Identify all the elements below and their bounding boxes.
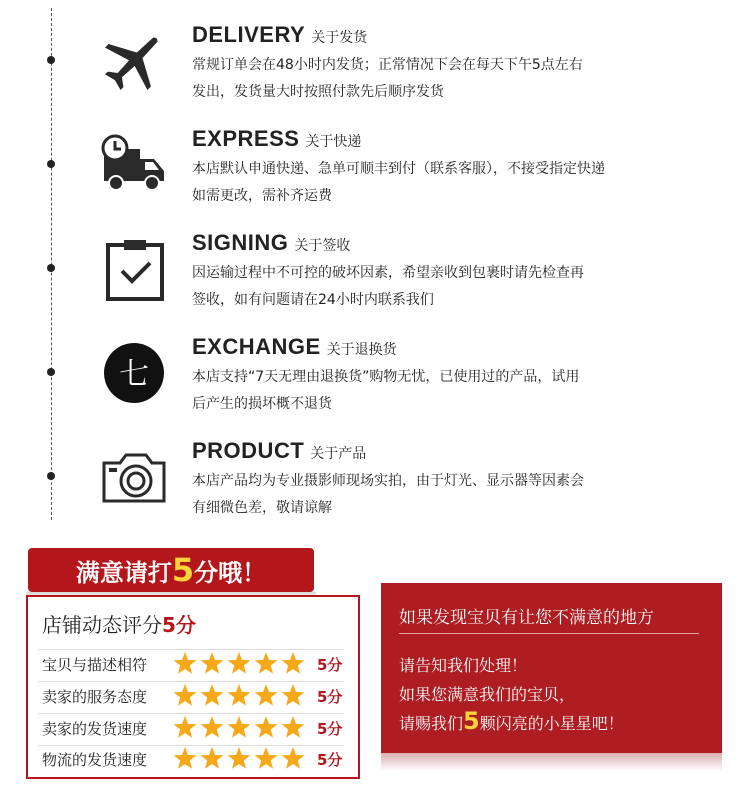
rating-label: 宝贝与描述相符 <box>42 656 148 674</box>
rating-score: 5分 <box>317 656 343 674</box>
star-icon <box>174 747 197 769</box>
star-icon <box>282 716 305 738</box>
divider <box>399 633 699 634</box>
rating-row <box>38 682 348 710</box>
star-rating <box>172 745 307 771</box>
star-icon <box>255 747 278 769</box>
rating-label: 物流的发货速度 <box>42 751 148 769</box>
timeline-dot <box>47 56 55 64</box>
star-icon <box>282 684 305 706</box>
policy-title: EXCHANGE 关于退换货 <box>192 334 397 359</box>
airplane-icon <box>100 27 168 95</box>
star-rating <box>172 650 307 676</box>
rating-row <box>38 714 348 742</box>
policy-title: SIGNING 关于签收 <box>192 230 351 255</box>
star-icon <box>228 716 251 738</box>
rating-title: 店铺动态评分5分 <box>42 613 196 637</box>
policy-desc: 本店支持“7天无理由退换货”购物无忧，已使用过的产品，试用 后产生的损坏概不退货 <box>192 369 580 412</box>
clipboard-check-icon <box>100 235 168 303</box>
rating-row <box>38 650 348 678</box>
rating-score: 5分 <box>317 720 343 738</box>
policy-title: EXPRESS 关于快递 <box>192 126 362 151</box>
rating-label: 卖家的发货速度 <box>42 720 148 738</box>
star-icon <box>255 652 278 674</box>
policy-express <box>92 126 732 226</box>
feedback-heading: 如果发现宝贝有让您不满意的地方 <box>399 608 654 628</box>
feedback-line: 请告知我们处理！ <box>399 656 528 675</box>
rating-row <box>38 745 348 773</box>
shop-rating-panel <box>26 595 360 779</box>
star-icon <box>201 747 224 769</box>
policy-exchange <box>92 334 732 434</box>
rating-score: 5分 <box>317 688 343 706</box>
timeline-dot <box>47 264 55 272</box>
feedback-line: 请赐我们5颗闪亮的小星星吧！ <box>399 707 624 735</box>
policy-desc: 本店产品均为专业摄影师现场实拍，由于灯光、显示器等因素会 有细微色差，敬请谅解 <box>192 473 584 516</box>
star-icon <box>201 652 224 674</box>
star-icon <box>228 747 251 769</box>
star-icon <box>201 716 224 738</box>
star-icon <box>255 684 278 706</box>
feedback-line: 如果您满意我们的宝贝， <box>399 685 576 704</box>
star-icon <box>255 716 278 738</box>
delivery-truck-clock-icon <box>100 131 168 199</box>
star-icon <box>174 716 197 738</box>
timeline-dot <box>47 472 55 480</box>
star-rating <box>172 682 307 708</box>
timeline-dot <box>47 160 55 168</box>
policy-title: DELIVERY 关于发货 <box>192 22 368 47</box>
timeline-dot <box>47 368 55 376</box>
feedback-box-shadow <box>381 753 722 771</box>
policy-title: PRODUCT 关于产品 <box>192 438 367 463</box>
star-icon <box>228 684 251 706</box>
satisfaction-banner: 满意请打5分哦！ <box>28 548 314 592</box>
policy-product <box>92 438 732 538</box>
star-rating <box>172 714 307 740</box>
rating-label: 卖家的服务态度 <box>42 688 148 706</box>
star-icon <box>228 652 251 674</box>
feedback-box <box>381 583 722 753</box>
rating-score: 5分 <box>317 751 343 769</box>
svg-text:七: 七 <box>119 357 149 392</box>
seven-days-badge-icon <box>100 339 168 407</box>
policy-desc: 常规订单会在48小时内发货；正常情况下会在每天下午5点左右 发出，发货量大时按照付款先后顺序发货 <box>192 57 583 100</box>
camera-icon <box>100 443 168 511</box>
star-icon <box>174 652 197 674</box>
policy-signing <box>92 230 732 330</box>
star-icon <box>282 652 305 674</box>
star-icon <box>201 684 224 706</box>
policy-desc: 本店默认申通快递、急单可顺丰到付（联系客服），不接受指定快递 如需更改，需补齐运费 <box>192 161 605 204</box>
policy-desc: 因运输过程中不可控的破坏因素，希望亲收到包裹时请先检查再 签收，如有问题请在24小时内联系我们 <box>192 265 584 308</box>
star-icon <box>282 747 305 769</box>
star-icon <box>174 684 197 706</box>
policy-delivery <box>92 22 732 122</box>
